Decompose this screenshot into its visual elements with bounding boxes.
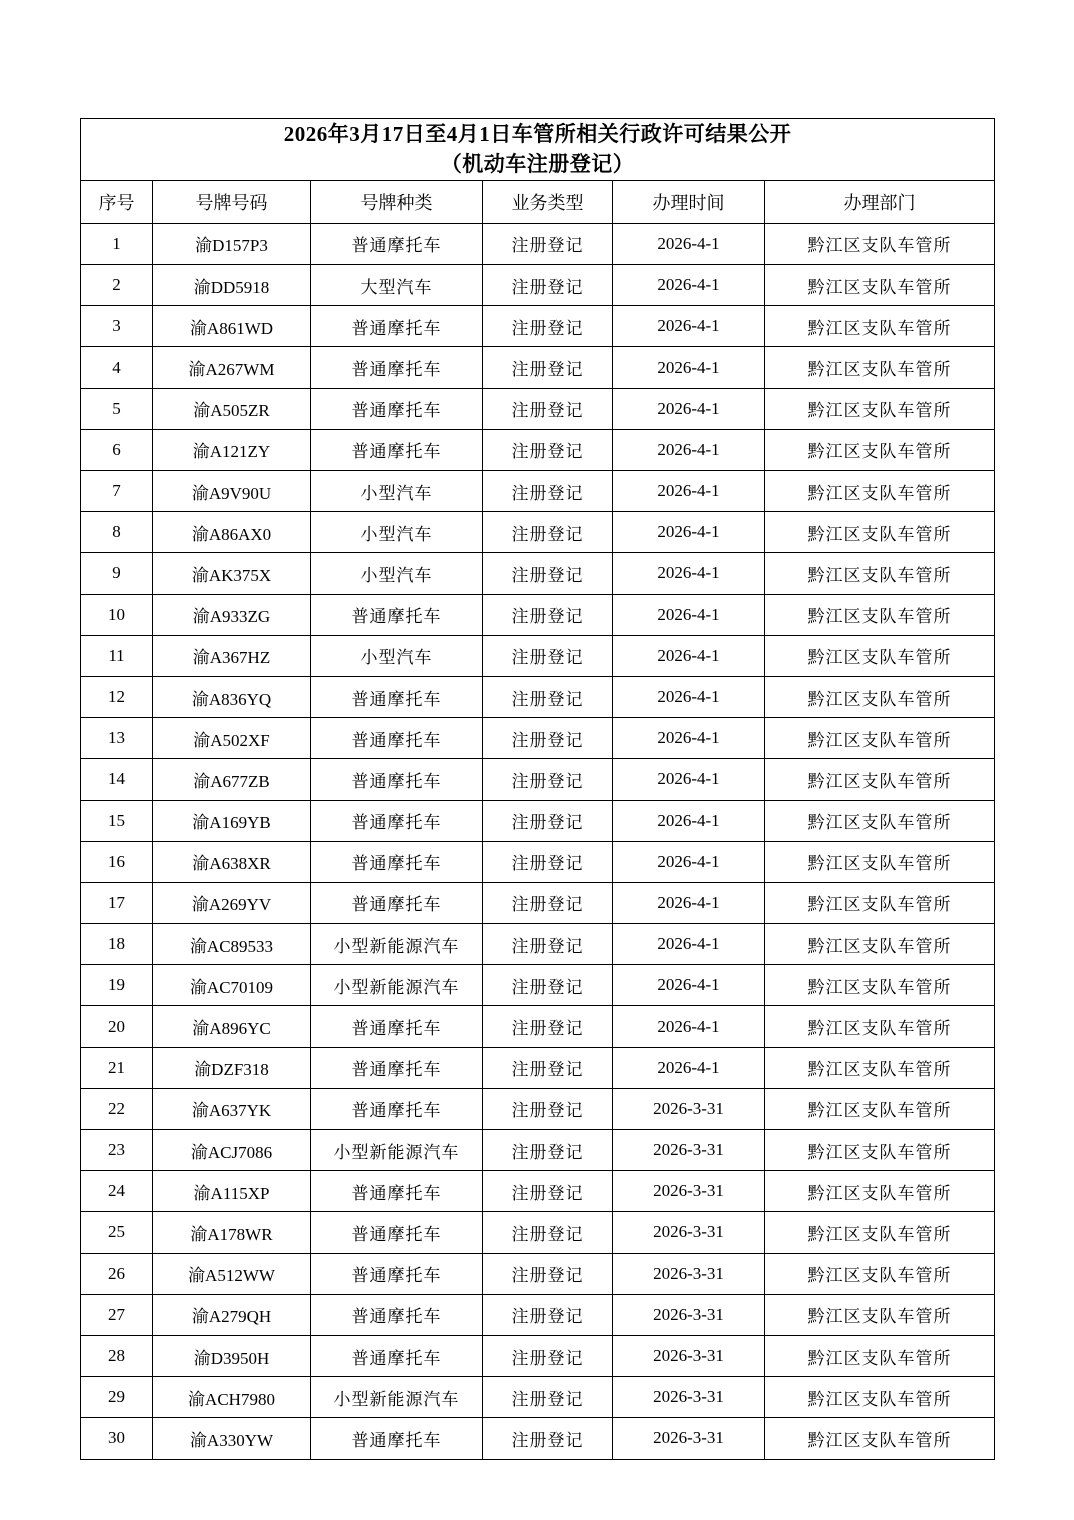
table-header-row (81, 180, 995, 223)
cell-index: 22 (81, 1088, 153, 1129)
cell-process-date: 2026-3-31 (613, 1294, 765, 1335)
table-title-row (81, 119, 995, 181)
table-row (81, 1294, 995, 1335)
cell-plate-type: 普通摩托车 (311, 1418, 483, 1459)
cell-index: 14 (81, 759, 153, 800)
cell-business-type: 注册登记 (483, 800, 613, 841)
table-row (81, 594, 995, 635)
cell-department: 黔江区支队车管所 (765, 1377, 995, 1418)
cell-department: 黔江区支队车管所 (765, 471, 995, 512)
cell-index: 4 (81, 347, 153, 388)
cell-department: 黔江区支队车管所 (765, 1253, 995, 1294)
cell-plate-number: 渝AC70109 (153, 965, 311, 1006)
table-row (81, 759, 995, 800)
cell-index: 9 (81, 553, 153, 594)
cell-business-type: 注册登记 (483, 1171, 613, 1212)
cell-business-type: 注册登记 (483, 1212, 613, 1253)
cell-process-date: 2026-3-31 (613, 1171, 765, 1212)
cell-plate-type: 大型汽车 (311, 265, 483, 306)
cell-plate-number: 渝A169YB (153, 800, 311, 841)
table-row (81, 1088, 995, 1129)
cell-process-date: 2026-3-31 (613, 1253, 765, 1294)
cell-plate-number: 渝A330YW (153, 1418, 311, 1459)
table-row (81, 1418, 995, 1459)
table-row (81, 429, 995, 470)
cell-department: 黔江区支队车管所 (765, 1418, 995, 1459)
cell-process-date: 2026-4-1 (613, 553, 765, 594)
cell-process-date: 2026-3-31 (613, 1418, 765, 1459)
cell-index: 24 (81, 1171, 153, 1212)
cell-index: 1 (81, 223, 153, 264)
cell-department: 黔江区支队车管所 (765, 676, 995, 717)
cell-process-date: 2026-4-1 (613, 800, 765, 841)
table-row (81, 1212, 995, 1253)
cell-index: 7 (81, 471, 153, 512)
cell-business-type: 注册登记 (483, 429, 613, 470)
cell-plate-type: 普通摩托车 (311, 1253, 483, 1294)
cell-business-type: 注册登记 (483, 965, 613, 1006)
cell-business-type: 注册登记 (483, 347, 613, 388)
cell-department: 黔江区支队车管所 (765, 553, 995, 594)
cell-department: 黔江区支队车管所 (765, 347, 995, 388)
cell-plate-number: 渝A367HZ (153, 635, 311, 676)
cell-plate-number: 渝A279QH (153, 1294, 311, 1335)
cell-index: 11 (81, 635, 153, 676)
cell-plate-number: 渝A121ZY (153, 429, 311, 470)
cell-index: 19 (81, 965, 153, 1006)
cell-department: 黔江区支队车管所 (765, 718, 995, 759)
cell-plate-type: 普通摩托车 (311, 429, 483, 470)
cell-plate-type: 小型汽车 (311, 635, 483, 676)
cell-process-date: 2026-3-31 (613, 1130, 765, 1171)
cell-plate-type: 普通摩托车 (311, 223, 483, 264)
cell-process-date: 2026-4-1 (613, 965, 765, 1006)
cell-plate-number: 渝A86AX0 (153, 512, 311, 553)
cell-business-type: 注册登记 (483, 1418, 613, 1459)
cell-plate-number: 渝A267WM (153, 347, 311, 388)
cell-department: 黔江区支队车管所 (765, 841, 995, 882)
cell-business-type: 注册登记 (483, 635, 613, 676)
cell-process-date: 2026-3-31 (613, 1088, 765, 1129)
cell-plate-type: 普通摩托车 (311, 347, 483, 388)
table-row (81, 841, 995, 882)
cell-plate-number: 渝A512WW (153, 1253, 311, 1294)
table-row (81, 1047, 995, 1088)
cell-plate-number: 渝A178WR (153, 1212, 311, 1253)
cell-business-type: 注册登记 (483, 553, 613, 594)
cell-index: 20 (81, 1006, 153, 1047)
cell-plate-number: 渝A502XF (153, 718, 311, 759)
cell-process-date: 2026-4-1 (613, 265, 765, 306)
cell-index: 2 (81, 265, 153, 306)
cell-index: 3 (81, 306, 153, 347)
column-header-process-date: 办理时间 (613, 180, 765, 223)
cell-plate-number: 渝AC89533 (153, 924, 311, 965)
cell-department: 黔江区支队车管所 (765, 512, 995, 553)
cell-department: 黔江区支队车管所 (765, 800, 995, 841)
cell-process-date: 2026-4-1 (613, 841, 765, 882)
cell-index: 23 (81, 1130, 153, 1171)
cell-process-date: 2026-3-31 (613, 1212, 765, 1253)
cell-index: 15 (81, 800, 153, 841)
cell-index: 16 (81, 841, 153, 882)
cell-plate-type: 普通摩托车 (311, 594, 483, 635)
cell-process-date: 2026-4-1 (613, 429, 765, 470)
cell-plate-type: 小型新能源汽车 (311, 1130, 483, 1171)
cell-plate-number: 渝A933ZG (153, 594, 311, 635)
cell-plate-type: 普通摩托车 (311, 676, 483, 717)
cell-process-date: 2026-4-1 (613, 306, 765, 347)
cell-business-type: 注册登记 (483, 1335, 613, 1376)
cell-plate-number: 渝D3950H (153, 1335, 311, 1376)
cell-business-type: 注册登记 (483, 1377, 613, 1418)
cell-process-date: 2026-4-1 (613, 924, 765, 965)
cell-process-date: 2026-4-1 (613, 1047, 765, 1088)
cell-plate-type: 普通摩托车 (311, 882, 483, 923)
cell-plate-type: 普通摩托车 (311, 1047, 483, 1088)
cell-index: 25 (81, 1212, 153, 1253)
cell-department: 黔江区支队车管所 (765, 965, 995, 1006)
cell-plate-type: 普通摩托车 (311, 841, 483, 882)
table-row (81, 1171, 995, 1212)
cell-process-date: 2026-4-1 (613, 635, 765, 676)
cell-department: 黔江区支队车管所 (765, 223, 995, 264)
cell-index: 17 (81, 882, 153, 923)
cell-plate-type: 普通摩托车 (311, 1171, 483, 1212)
cell-index: 12 (81, 676, 153, 717)
cell-plate-number: 渝A115XP (153, 1171, 311, 1212)
cell-plate-number: 渝A677ZB (153, 759, 311, 800)
column-header-business-type: 业务类型 (483, 180, 613, 223)
table-row (81, 223, 995, 264)
cell-plate-number: 渝A637YK (153, 1088, 311, 1129)
column-header-department: 办理部门 (765, 180, 995, 223)
cell-business-type: 注册登记 (483, 759, 613, 800)
cell-business-type: 注册登记 (483, 1088, 613, 1129)
cell-department: 黔江区支队车管所 (765, 594, 995, 635)
cell-plate-number: 渝A505ZR (153, 388, 311, 429)
table-row (81, 635, 995, 676)
cell-department: 黔江区支队车管所 (765, 429, 995, 470)
table-row (81, 1006, 995, 1047)
cell-plate-number: 渝A861WD (153, 306, 311, 347)
table-row (81, 800, 995, 841)
cell-department: 黔江区支队车管所 (765, 759, 995, 800)
cell-process-date: 2026-4-1 (613, 471, 765, 512)
cell-business-type: 注册登记 (483, 924, 613, 965)
cell-process-date: 2026-4-1 (613, 223, 765, 264)
cell-index: 29 (81, 1377, 153, 1418)
cell-index: 26 (81, 1253, 153, 1294)
cell-business-type: 注册登记 (483, 1130, 613, 1171)
cell-business-type: 注册登记 (483, 471, 613, 512)
cell-department: 黔江区支队车管所 (765, 924, 995, 965)
table-row (81, 882, 995, 923)
cell-index: 8 (81, 512, 153, 553)
cell-plate-type: 小型新能源汽车 (311, 924, 483, 965)
cell-business-type: 注册登记 (483, 265, 613, 306)
cell-department: 黔江区支队车管所 (765, 265, 995, 306)
cell-process-date: 2026-4-1 (613, 512, 765, 553)
table-row (81, 1130, 995, 1171)
title-line-1: 2026年3月17日至4月1日车管所相关行政许可结果公开 (283, 122, 792, 146)
cell-department: 黔江区支队车管所 (765, 1171, 995, 1212)
cell-process-date: 2026-4-1 (613, 676, 765, 717)
table-row (81, 306, 995, 347)
cell-business-type: 注册登记 (483, 1006, 613, 1047)
cell-plate-number: 渝ACJ7086 (153, 1130, 311, 1171)
cell-index: 13 (81, 718, 153, 759)
cell-business-type: 注册登记 (483, 388, 613, 429)
cell-process-date: 2026-4-1 (613, 882, 765, 923)
cell-business-type: 注册登记 (483, 676, 613, 717)
cell-process-date: 2026-4-1 (613, 347, 765, 388)
cell-plate-number: 渝DD5918 (153, 265, 311, 306)
cell-process-date: 2026-4-1 (613, 718, 765, 759)
cell-process-date: 2026-3-31 (613, 1335, 765, 1376)
cell-department: 黔江区支队车管所 (765, 1047, 995, 1088)
cell-process-date: 2026-4-1 (613, 759, 765, 800)
document-title (81, 119, 995, 181)
cell-business-type: 注册登记 (483, 594, 613, 635)
cell-index: 30 (81, 1418, 153, 1459)
table-row (81, 718, 995, 759)
cell-plate-number: 渝ACH7980 (153, 1377, 311, 1418)
column-header-plate-type: 号牌种类 (311, 180, 483, 223)
cell-plate-type: 普通摩托车 (311, 759, 483, 800)
cell-index: 6 (81, 429, 153, 470)
table-row (81, 965, 995, 1006)
cell-plate-type: 小型汽车 (311, 471, 483, 512)
table-row (81, 388, 995, 429)
cell-plate-type: 普通摩托车 (311, 718, 483, 759)
table-row (81, 471, 995, 512)
table-row (81, 265, 995, 306)
cell-plate-type: 普通摩托车 (311, 1335, 483, 1376)
cell-plate-number: 渝A638XR (153, 841, 311, 882)
cell-department: 黔江区支队车管所 (765, 635, 995, 676)
cell-plate-type: 小型汽车 (311, 553, 483, 594)
cell-process-date: 2026-4-1 (613, 594, 765, 635)
cell-plate-number: 渝A836YQ (153, 676, 311, 717)
column-header-plate-number: 号牌号码 (153, 180, 311, 223)
cell-plate-type: 小型新能源汽车 (311, 965, 483, 1006)
cell-plate-number: 渝D157P3 (153, 223, 311, 264)
table-row (81, 512, 995, 553)
cell-department: 黔江区支队车管所 (765, 1294, 995, 1335)
cell-business-type: 注册登记 (483, 718, 613, 759)
cell-business-type: 注册登记 (483, 1253, 613, 1294)
table-row (81, 1253, 995, 1294)
cell-plate-type: 普通摩托车 (311, 1006, 483, 1047)
cell-plate-type: 普通摩托车 (311, 388, 483, 429)
table-row (81, 1335, 995, 1376)
cell-department: 黔江区支队车管所 (765, 388, 995, 429)
cell-process-date: 2026-4-1 (613, 388, 765, 429)
cell-plate-type: 小型汽车 (311, 512, 483, 553)
license-results-table (80, 118, 995, 1460)
cell-plate-number: 渝A269YV (153, 882, 311, 923)
table-row (81, 347, 995, 388)
table-row (81, 924, 995, 965)
cell-index: 5 (81, 388, 153, 429)
cell-plate-type: 普通摩托车 (311, 1088, 483, 1129)
cell-department: 黔江区支队车管所 (765, 1335, 995, 1376)
cell-department: 黔江区支队车管所 (765, 1212, 995, 1253)
cell-department: 黔江区支队车管所 (765, 1088, 995, 1129)
table-row (81, 1377, 995, 1418)
cell-department: 黔江区支队车管所 (765, 1130, 995, 1171)
cell-plate-type: 普通摩托车 (311, 1212, 483, 1253)
title-line-2: （机动车注册登记） (440, 152, 635, 177)
cell-department: 黔江区支队车管所 (765, 306, 995, 347)
cell-process-date: 2026-3-31 (613, 1377, 765, 1418)
cell-index: 21 (81, 1047, 153, 1088)
cell-index: 27 (81, 1294, 153, 1335)
cell-business-type: 注册登记 (483, 841, 613, 882)
cell-plate-number: 渝A9V90U (153, 471, 311, 512)
cell-department: 黔江区支队车管所 (765, 1006, 995, 1047)
cell-business-type: 注册登记 (483, 223, 613, 264)
cell-business-type: 注册登记 (483, 512, 613, 553)
cell-business-type: 注册登记 (483, 1294, 613, 1335)
cell-plate-number: 渝DZF318 (153, 1047, 311, 1088)
cell-business-type: 注册登记 (483, 1047, 613, 1088)
cell-business-type: 注册登记 (483, 306, 613, 347)
cell-plate-type: 普通摩托车 (311, 800, 483, 841)
cell-plate-type: 小型新能源汽车 (311, 1377, 483, 1418)
cell-department: 黔江区支队车管所 (765, 882, 995, 923)
column-header-index: 序号 (81, 180, 153, 223)
cell-index: 18 (81, 924, 153, 965)
cell-business-type: 注册登记 (483, 882, 613, 923)
cell-plate-type: 普通摩托车 (311, 306, 483, 347)
cell-index: 28 (81, 1335, 153, 1376)
cell-process-date: 2026-4-1 (613, 1006, 765, 1047)
cell-plate-type: 普通摩托车 (311, 1294, 483, 1335)
cell-plate-number: 渝AK375X (153, 553, 311, 594)
table-row (81, 676, 995, 717)
cell-plate-number: 渝A896YC (153, 1006, 311, 1047)
table-row (81, 553, 995, 594)
cell-index: 10 (81, 594, 153, 635)
